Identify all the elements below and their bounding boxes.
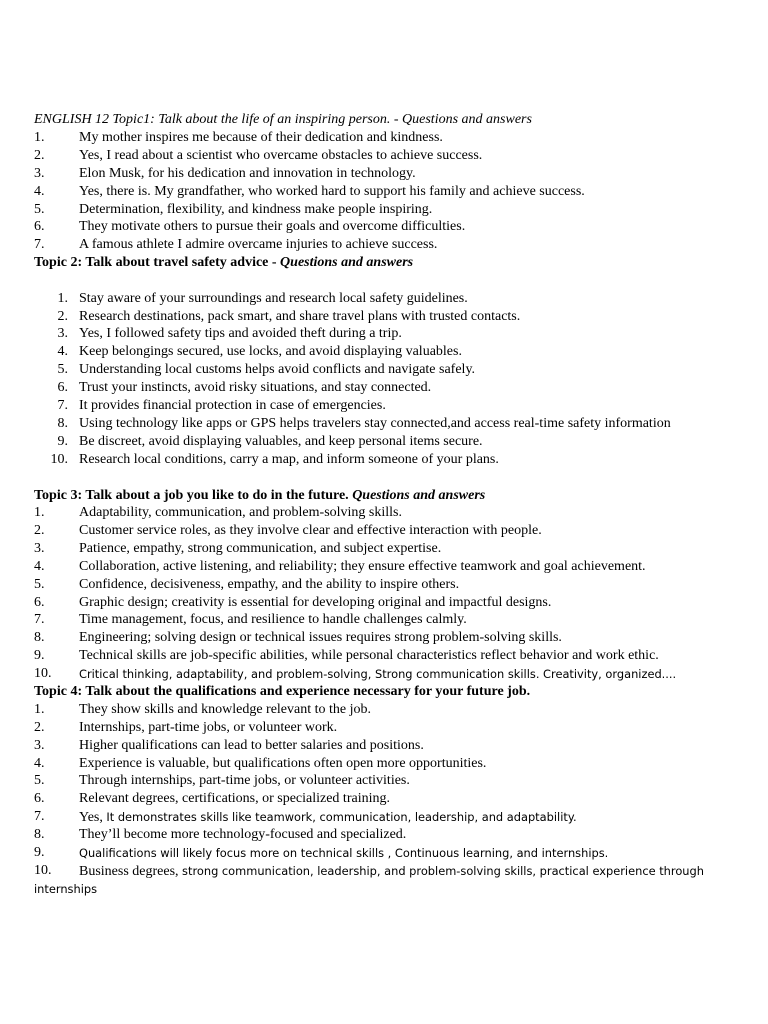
topic4-item-text: Relevant degrees, certifications, or specialized training. — [79, 791, 390, 806]
topic3-item-number: 4. — [34, 559, 45, 574]
topic1-item-number: 6. — [34, 219, 45, 234]
topic3-item-number: 9. — [34, 648, 45, 663]
topic2-item-number: 7. — [57, 398, 68, 413]
topic4-item-number: 4. — [34, 756, 45, 771]
topic2-item-text: Research local conditions, carry a map, and inform someone of your plans. — [79, 452, 499, 467]
topic2-item-number: 5. — [57, 362, 68, 377]
topic4-item-number: 2. — [34, 720, 45, 735]
topic2-item-text: Using technology like apps or GPS helps travelers stay connected,and access real-time safety information — [79, 416, 671, 431]
topic3-item-text: Confidence, decisiveness, empathy, and the ability to inspire others. — [79, 577, 460, 592]
topic2-item-number: 3. — [57, 326, 68, 341]
topic3-item-text: Customer service roles, as they involve clear and effective interaction with people. — [79, 523, 542, 538]
topic3-item-text: Technical skills are job-specific abilities, while personal characteristics reflect behavior and work ethic. — [79, 648, 659, 663]
topic3-item-number: 10. — [34, 666, 52, 681]
topic3-item-number: 7. — [34, 612, 45, 627]
topic2-item-text: Be discreet, avoid displaying valuables, and keep personal items secure. — [79, 434, 483, 449]
topic2-heading — [34, 254, 413, 272]
topic4-item-text-line — [79, 862, 704, 881]
topic4-item-text: They’ll become more technology-focused and specialized. — [79, 827, 407, 842]
topic2-item-number: 6. — [57, 380, 68, 395]
topic1-item-number: 2. — [34, 148, 45, 163]
topic4-item-text: Experience is valuable, but qualifications often open more opportunities. — [79, 756, 487, 771]
topic4-heading — [34, 683, 530, 701]
topic4-item-text: Internships, part-time jobs, or volunteer work. — [79, 720, 338, 735]
topic4-item-text: It demonstrates skills like teamwork, communication, leadership, and adaptability. — [106, 810, 577, 824]
topic3-item-text: Critical thinking, adaptability, and problem-solving, Strong communication skills. Creativity, organized.... — [79, 667, 677, 681]
topic3-item-number: 1. — [34, 505, 45, 520]
topic3-item-text: Adaptability, communication, and problem-solving skills. — [79, 505, 402, 520]
topic1-item-number: 3. — [34, 166, 45, 181]
topic2-item-number: 9. — [57, 434, 68, 449]
topic1-item-number: 5. — [34, 202, 45, 217]
topic4-item-text: strong communication, leadership, and problem-solving skills, practical experience through — [182, 864, 704, 878]
topic2-item-text: Understanding local customs helps avoid conflicts and navigate safely. — [79, 362, 476, 377]
topic3-item-number: 5. — [34, 577, 45, 592]
topic2-item-number: 10. — [50, 452, 68, 467]
topic3-item-number: 3. — [34, 541, 45, 556]
topic4-item-number: 6. — [34, 791, 45, 806]
topic4-item-number: 1. — [34, 702, 45, 717]
topic1-item-text: Yes, I read about a scientist who overcame obstacles to achieve success. — [79, 148, 483, 163]
topic4-item-text: Qualifications will likely focus more on technical skills , Continuous learning, and internships. — [79, 846, 609, 860]
topic3-heading-italic: Questions and answers — [352, 488, 486, 503]
topic1-item-text: Elon Musk, for his dedication and innovation in technology. — [79, 166, 416, 181]
topic4-item-text: Through internships, part-time jobs, or volunteer activities. — [79, 773, 410, 788]
topic4-item-number: 7. — [34, 809, 45, 824]
topic3-item-text: Collaboration, active listening, and reliability; they ensure effective teamwork and goal achievement. — [79, 559, 646, 574]
topic2-heading-italic: Questions and answers — [280, 255, 414, 270]
topic4-item-text-continuation: internships — [34, 882, 98, 896]
topic2-item-text: Stay aware of your surroundings and research local safety guidelines. — [79, 291, 468, 306]
topic4-item-number: 10. — [34, 863, 52, 878]
topic3-heading-bold: Topic 3: Talk about a job you like to do in the future. — [34, 488, 353, 503]
topic2-item-number: 1. — [57, 291, 68, 306]
topic1-item-text: They motivate others to pursue their goals and overcome difficulties. — [79, 219, 466, 234]
topic4-item-text-line — [79, 808, 577, 827]
topic3-item-number: 8. — [34, 630, 45, 645]
topic4-item-text-prefix: Business degrees, — [79, 864, 183, 879]
topic2-item-number: 8. — [57, 416, 68, 431]
topic4-item-number: 8. — [34, 827, 45, 842]
topic2-item-text: It provides financial protection in case of emergencies. — [79, 398, 386, 413]
topic1-heading — [34, 111, 532, 129]
topic2-item-number: 2. — [57, 309, 68, 324]
topic3-item-text: Engineering; solving design or technical issues requires strong problem-solving skills. — [79, 630, 562, 645]
topic1-item-number: 1. — [34, 130, 45, 145]
topic4-item-number: 5. — [34, 773, 45, 788]
topic1-item-text: A famous athlete I admire overcame injuries to achieve success. — [79, 237, 438, 252]
topic1-item-text: My mother inspires me because of their dedication and kindness. — [79, 130, 443, 145]
topic3-heading — [34, 487, 485, 505]
topic2-item-text: Trust your instincts, avoid risky situations, and stay connected. — [79, 380, 432, 395]
topic4-item-number: 3. — [34, 738, 45, 753]
topic2-item-text: Research destinations, pack smart, and share travel plans with trusted contacts. — [79, 309, 521, 324]
topic1-item-number: 4. — [34, 184, 45, 199]
topic3-item-text: Graphic design; creativity is essential for developing original and impactful designs. — [79, 595, 552, 610]
topic2-item-number: 4. — [57, 344, 68, 359]
topic4-item-text-prefix: Yes, — [79, 810, 107, 825]
topic2-heading-bold: Topic 2: Talk about travel safety advice - — [34, 255, 281, 270]
topic4-item-text: They show skills and knowledge relevant to the job. — [79, 702, 371, 717]
topic1-item-number: 7. — [34, 237, 45, 252]
topic4-heading-text: Topic 4: Talk about the qualifications and experience necessary for your future job. — [34, 684, 531, 699]
topic2-item-text: Keep belongings secured, use locks, and avoid displaying valuables. — [79, 344, 462, 359]
topic3-item-text: Patience, empathy, strong communication, and subject expertise. — [79, 541, 442, 556]
topic3-item-number: 6. — [34, 595, 45, 610]
topic2-item-text: Yes, I followed safety tips and avoided theft during a trip. — [79, 326, 402, 341]
topic3-item-number: 2. — [34, 523, 45, 538]
topic4-item-number: 9. — [34, 845, 45, 860]
topic1-item-text: Yes, there is. My grandfather, who worked hard to support his family and achieve success. — [79, 184, 585, 199]
topic3-item-text: Time management, focus, and resilience to handle challenges calmly. — [79, 612, 467, 627]
topic1-item-text: Determination, flexibility, and kindness make people inspiring. — [79, 202, 433, 217]
topic1-heading-text: ENGLISH 12 Topic1: Talk about the life of an inspiring person. - Questions and answers — [34, 112, 532, 127]
topic4-item-text: Higher qualifications can lead to better salaries and positions. — [79, 738, 424, 753]
